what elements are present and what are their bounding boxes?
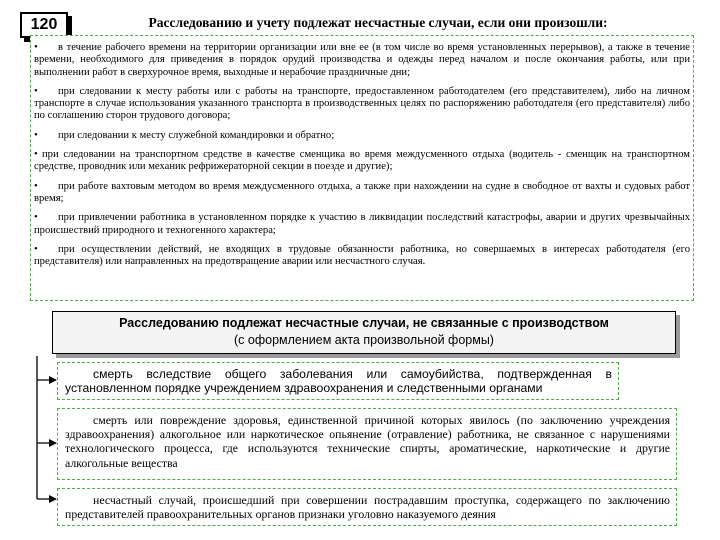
case-item — [34, 181, 690, 206]
non-production-heading: Расследованию подлежат несчастные случаи, не связанные с производством — [119, 316, 609, 330]
bullet-icon: • — [34, 129, 38, 141]
case-text: при работе вахтовым методом во время междусменного отдыха, а также при нахождении на судне в свободное от вахты и судовых работ время; — [34, 180, 690, 204]
case-item — [34, 244, 690, 269]
case-text: при следовании к месту работы или с работы на транспорте, предоставленном работодателем (его представителем), либо на личном транспорте в случае использования указанного транспорта в производственных целях по распоряжению работодателя (его представителя) либо по соглашению сторон трудового договора; — [34, 85, 690, 122]
accident-cases-box — [30, 35, 694, 301]
bullet-icon: • — [34, 212, 38, 224]
non-production-item-text: смерть вследствие общего заболевания или самоубийства, подтвержденная в установленном порядке учреждением здравоохранения и следственными органами — [65, 367, 612, 396]
bullet-icon: • — [34, 180, 38, 192]
non-production-item — [57, 362, 619, 400]
case-text: при осуществлении действий, не входящих в трудовые обязанности работника, но совершаемых в интересах работодателя (его представителя) или направленных на предотвращение аварии или несчастного случая. — [34, 243, 690, 268]
case-text: при привлечении работника в установленном порядке к участию в ликвидации последствий катастрофы, аварии и других чрезвычайных происшествий природного и техногенного характера; — [34, 212, 690, 236]
non-production-subheading: (с оформлением акта произвольной формы) — [234, 333, 494, 347]
bullet-icon: • — [34, 85, 38, 97]
case-item — [34, 130, 690, 142]
case-item — [34, 86, 690, 123]
bullet-icon: • — [34, 149, 38, 161]
slide-number-badge: 120 — [20, 12, 68, 38]
non-production-item-text: несчастный случай, происшедший при совершении пострадавшим проступка, содержащего по заключению представителей правоохранительных органов признаки уголовно наказуемого деяния — [65, 493, 670, 522]
case-text: при следовании на транспортном средстве в качестве сменщика во время междусменного отдыха (водитель - сменщик на транспортном средстве, проводник или механик рефрижераторной секции в поезде и другие); — [34, 149, 690, 173]
non-production-item — [57, 488, 677, 526]
case-item — [34, 212, 690, 237]
case-text: в течение рабочего времени на территории организации или вне ее (в том числе во время установленных перерывов), а также в течение времени, необходимого для приведения в порядок орудий производства и одежды перед началом и после окончания работы, или при выполнении работ в сверхурочное время, выходные и нерабочие праздничные дни; — [34, 42, 690, 78]
bullet-icon: • — [34, 42, 38, 53]
non-production-heading-box — [52, 311, 676, 354]
non-production-item — [57, 408, 677, 480]
non-production-item-text: смерть или повреждение здоровья, единственной причиной которых явилось (по заключению учреждения здравоохранения) алкогольное или наркотическое опьянение (отравление) работника, не связанное с нарушениями технологического процесса, где используются технические спирты, ароматические, наркотические и другие алкогольные вещества — [65, 413, 670, 470]
case-text: при следовании к месту служебной командировки и обратно; — [58, 129, 335, 141]
page-title: Расследованию и учету подлежат несчастные случаи, если они произошли: — [148, 15, 608, 30]
case-item — [34, 42, 690, 79]
bullet-icon: • — [34, 243, 38, 255]
case-item — [34, 149, 690, 174]
